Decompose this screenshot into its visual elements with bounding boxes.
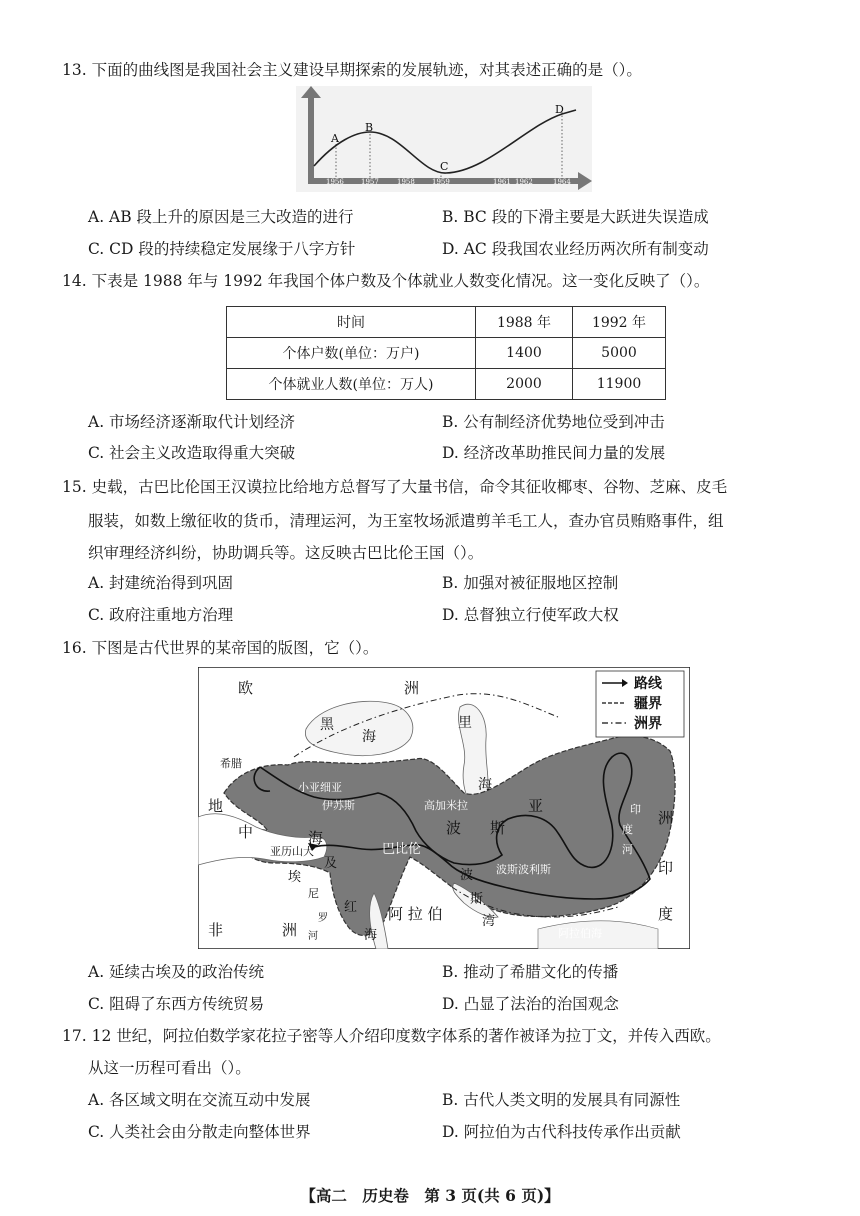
map-label: 印 <box>630 803 641 816</box>
q13-point-c: C <box>440 160 449 173</box>
map-label: 阿拉伯海 <box>558 927 602 940</box>
q16-stem: 16. 下图是古代世界的某帝国的版图，它（）。 <box>62 639 379 657</box>
map-label: 河 <box>622 843 633 856</box>
q13-year: 1964 <box>553 178 571 186</box>
q13-year: 1959 <box>432 178 450 186</box>
q14-table <box>226 306 666 400</box>
q16-option-b: B. 推动了希腊文化的传播 <box>442 963 619 981</box>
q16-option-d: D. 凸显了法治的治国观念 <box>442 995 619 1013</box>
q13-year: 1962 <box>515 178 533 186</box>
table-row <box>227 338 666 369</box>
q17-option-c: C. 人类社会由分散走向整体世界 <box>88 1123 311 1141</box>
q15-option-b: B. 加强对被征服地区控制 <box>442 574 619 592</box>
q13-option-a: A. AB 段上升的原因是三大改造的进行 <box>88 208 354 226</box>
table-cell: 11900 <box>573 369 666 400</box>
map-label: 海 <box>362 729 376 745</box>
q14-option-c: C. 社会主义改造取得重大突破 <box>88 444 296 462</box>
q14-option-a: A. 市场经济逐渐取代计划经济 <box>88 413 296 431</box>
table-cell: 5000 <box>573 338 666 369</box>
map-label: 伊苏斯 <box>322 799 355 812</box>
map-label: 河 <box>308 931 318 942</box>
map-label: 尼 <box>308 887 319 900</box>
table-cell: 个体户数(单位：万户) <box>227 338 476 369</box>
table-header-cell: 1988 年 <box>476 307 573 338</box>
q17-option-a: A. 各区域文明在交流互动中发展 <box>88 1091 311 1109</box>
map-label: 湾 <box>482 914 496 929</box>
map-label: 地 <box>208 797 224 815</box>
map-label: 高加米拉 <box>424 799 468 812</box>
q13-point-d: D <box>555 103 564 116</box>
q16-option-a: A. 延续古埃及的政治传统 <box>88 963 265 981</box>
map-label: 斯 <box>490 819 506 837</box>
map-label: 波 <box>446 819 462 837</box>
table-header-row <box>227 307 666 338</box>
map-label: 非 <box>208 921 224 939</box>
q13-stem: 13. 下面的曲线图是我国社会主义建设早期探索的发展轨迹，对其表述正确的是（）。 <box>62 61 642 79</box>
q15-option-c: C. 政府注重地方治理 <box>88 606 234 624</box>
q13-option-d: D. AC 段我国农业经历两次所有制变动 <box>442 240 709 258</box>
q13-curve-chart <box>296 86 592 192</box>
q14-option-d: D. 经济改革助推民间力量的发展 <box>442 444 666 462</box>
q16-empire-map <box>198 667 690 949</box>
map-label: 海 <box>478 777 492 793</box>
map-label: 海 <box>308 829 324 847</box>
q13-year: 1957 <box>361 178 379 186</box>
q14-stem: 14. 下表是 1988 年与 1992 年我国个体户数及个体就业人数变化情况。这一变化反映了（）。 <box>62 272 710 290</box>
map-label: 阿 拉 伯 <box>388 905 443 923</box>
q15-option-d: D. 总督独立行使军政大权 <box>442 606 619 624</box>
map-label: 洲 <box>282 921 298 939</box>
q13-point-a: A <box>331 132 339 145</box>
map-label: 波 <box>460 868 474 883</box>
map-label: 及 <box>324 856 338 871</box>
map-label: 欧 <box>238 679 254 697</box>
map-label: 印 <box>658 859 674 877</box>
map-label: 小亚细亚 <box>298 781 342 794</box>
map-label: 亚 <box>528 797 544 815</box>
table-header-cell: 时间 <box>227 307 476 338</box>
table-cell: 2000 <box>476 369 573 400</box>
map-label: 洲 <box>404 679 420 697</box>
q15-option-a: A. 封建统治得到巩固 <box>88 574 234 592</box>
q17-option-b: B. 古代人类文明的发展具有同源性 <box>442 1091 681 1109</box>
map-label: 亚历山大 <box>270 845 314 858</box>
map-label: 罗 <box>318 913 328 924</box>
map-label: 度 <box>622 823 633 836</box>
q17-stem-line1: 17. 12 世纪，阿拉伯数学家花拉子密等人介绍印度数字体系的著作被译为拉丁文，并传入西欧。 <box>62 1027 721 1045</box>
legend-border-label: 疆界 <box>634 696 662 712</box>
q15-stem-line2: 服装，如数上缴征收的货币，清理运河，为王室牧场派遣剪羊毛工人，查办官员贿赂事件，组 <box>88 512 724 530</box>
map-label: 波斯波利斯 <box>496 863 551 876</box>
map-label: 黑 <box>320 717 334 733</box>
q13-year: 1958 <box>397 178 415 186</box>
map-label: 度 <box>658 905 674 923</box>
table-cell: 个体就业人数(单位：万人) <box>227 369 476 400</box>
q13-option-c: C. CD 段的持续稳定发展缘于八字方针 <box>88 240 356 258</box>
map-label: 海 <box>364 928 378 943</box>
q13-year: 1961 <box>493 178 511 186</box>
map-label: 埃 <box>288 870 302 885</box>
map-label: 斯 <box>470 892 484 907</box>
q13-point-b: B <box>365 121 374 134</box>
q13-option-b: B. BC 段的下滑主要是大跃进失误造成 <box>442 208 709 226</box>
map-label: 洲 <box>658 809 674 827</box>
q15-stem-line3: 织审理经济纠纷，协助调兵等。这反映古巴比伦王国（）。 <box>88 544 484 562</box>
map-label: 希腊 <box>220 757 242 770</box>
table-cell: 1400 <box>476 338 573 369</box>
table-row <box>227 369 666 400</box>
q16-option-c: C. 阻碍了东西方传统贸易 <box>88 995 265 1013</box>
table-header-cell: 1992 年 <box>573 307 666 338</box>
q15-stem-line1: 15. 史载，古巴比伦国王汉谟拉比给地方总督写了大量书信，命令其征收椰枣、谷物、芝麻、皮毛 <box>62 478 728 496</box>
map-label: 巴比伦 <box>382 842 422 857</box>
q14-option-b: B. 公有制经济优势地位受到冲击 <box>442 413 665 431</box>
map-label: 中 <box>238 823 254 841</box>
q17-stem-line2: 从这一历程可看出（）。 <box>88 1059 251 1077</box>
map-label: 里 <box>458 715 472 731</box>
q17-option-d: D. 阿拉伯为古代科技传承作出贡献 <box>442 1123 681 1141</box>
page-footer: 【高二 历史卷 第 3 页(共 6 页)】 <box>300 1186 560 1205</box>
legend-continent-label: 洲界 <box>634 716 662 732</box>
q13-year: 1956 <box>326 178 344 186</box>
legend-route-label: 路线 <box>634 676 662 692</box>
map-label: 红 <box>344 900 358 915</box>
